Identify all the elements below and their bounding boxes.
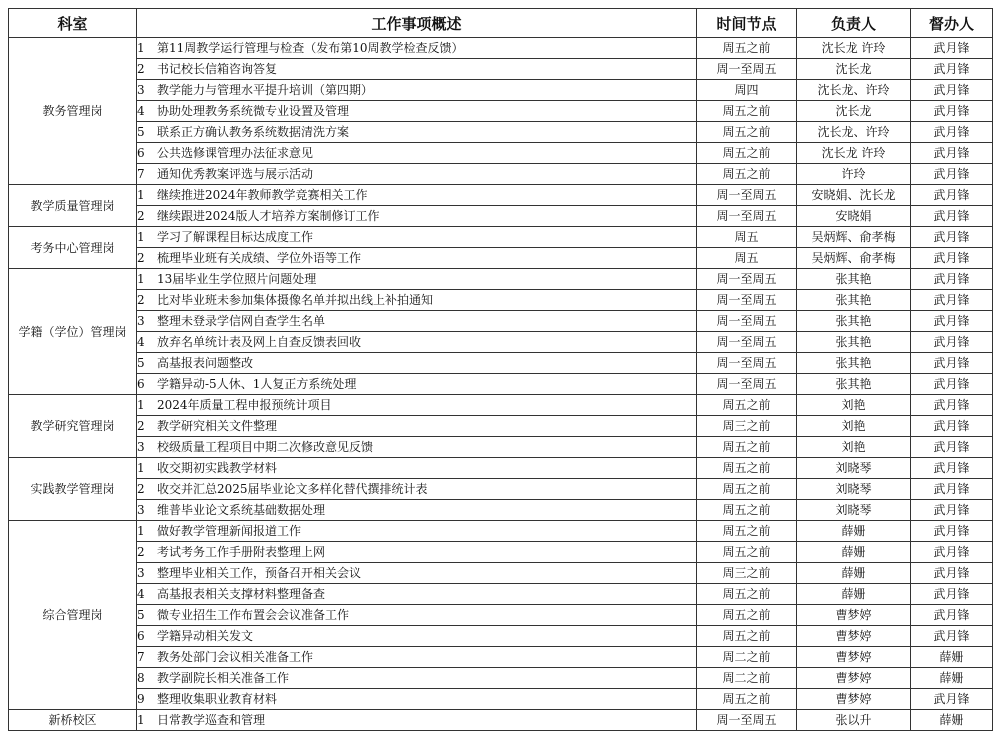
table-row xyxy=(9,584,993,605)
time-cell: 周五 xyxy=(697,248,797,269)
task-number: 3 xyxy=(137,440,145,454)
task-number: 9 xyxy=(137,692,145,706)
task-cell xyxy=(137,353,697,374)
task-number: 5 xyxy=(137,356,145,370)
supervisor-cell: 武月锋 xyxy=(911,290,993,311)
task-text: 协助处理教务系统微专业设置及管理 xyxy=(157,104,350,118)
task-number: 5 xyxy=(137,125,145,139)
owner-cell: 曹梦婷 xyxy=(797,668,911,689)
table-row xyxy=(9,689,993,710)
supervisor-cell: 武月锋 xyxy=(911,185,993,206)
task-number: 6 xyxy=(137,629,145,643)
task-text: 整理未登录学信网自查学生名单 xyxy=(157,314,326,328)
owner-cell: 薛姗 xyxy=(797,542,911,563)
task-text: 收交期初实践教学材料 xyxy=(157,461,278,475)
task-cell xyxy=(137,311,697,332)
owner-cell: 曹梦婷 xyxy=(797,689,911,710)
owner-cell: 沈长龙 xyxy=(797,101,911,122)
dept-cell: 实践教学管理岗 xyxy=(9,458,137,521)
supervisor-cell: 武月锋 xyxy=(911,605,993,626)
time-cell: 周一至周五 xyxy=(697,185,797,206)
table-row xyxy=(9,458,993,479)
table-row xyxy=(9,395,993,416)
task-cell xyxy=(137,143,697,164)
task-number: 2 xyxy=(137,62,145,76)
task-cell xyxy=(137,269,697,290)
table-row xyxy=(9,206,993,227)
task-number: 1 xyxy=(137,41,145,55)
task-cell xyxy=(137,290,697,311)
time-cell: 周一至周五 xyxy=(697,59,797,80)
time-cell: 周五之前 xyxy=(697,542,797,563)
task-number: 6 xyxy=(137,377,145,391)
task-number: 5 xyxy=(137,608,145,622)
owner-cell: 张其艳 xyxy=(797,290,911,311)
table-row xyxy=(9,269,993,290)
table-row xyxy=(9,542,993,563)
table-row xyxy=(9,563,993,584)
task-text: 学籍异动-5人休、1人复正方系统处理 xyxy=(157,377,357,391)
task-number: 2 xyxy=(137,251,145,265)
task-cell xyxy=(137,374,697,395)
table-row xyxy=(9,185,993,206)
dept-cell: 考务中心管理岗 xyxy=(9,227,137,269)
dept-cell: 新桥校区 xyxy=(9,710,137,731)
table-row xyxy=(9,479,993,500)
time-cell: 周五之前 xyxy=(697,605,797,626)
owner-cell: 张其艳 xyxy=(797,311,911,332)
task-text: 教学副院长相关准备工作 xyxy=(157,671,290,685)
task-number: 4 xyxy=(137,587,145,601)
header-time: 时间节点 xyxy=(697,9,797,38)
owner-cell: 张其艳 xyxy=(797,332,911,353)
time-cell: 周一至周五 xyxy=(697,374,797,395)
task-text: 书记校长信箱咨询答复 xyxy=(157,62,278,76)
table-row xyxy=(9,227,993,248)
owner-cell: 吴炳辉、俞孝梅 xyxy=(797,248,911,269)
table-row xyxy=(9,59,993,80)
task-text: 第11周教学运行管理与检查（发布第10周教学检查反馈） xyxy=(157,41,464,55)
table-row xyxy=(9,290,993,311)
table-row xyxy=(9,38,993,59)
task-text: 2024年质量工程申报预统计项目 xyxy=(157,398,332,412)
table-row xyxy=(9,101,993,122)
owner-cell: 刘艳 xyxy=(797,437,911,458)
time-cell: 周一至周五 xyxy=(697,332,797,353)
time-cell: 周五之前 xyxy=(697,626,797,647)
task-cell xyxy=(137,185,697,206)
task-number: 8 xyxy=(137,671,145,685)
task-number: 3 xyxy=(137,314,145,328)
task-cell xyxy=(137,416,697,437)
owner-cell: 刘晓琴 xyxy=(797,479,911,500)
time-cell: 周五之前 xyxy=(697,122,797,143)
owner-cell: 曹梦婷 xyxy=(797,605,911,626)
task-text: 高基报表相关支撑材料整理备查 xyxy=(157,587,326,601)
time-cell: 周五之前 xyxy=(697,38,797,59)
supervisor-cell: 武月锋 xyxy=(911,227,993,248)
supervisor-cell: 武月锋 xyxy=(911,395,993,416)
dept-cell: 教学质量管理岗 xyxy=(9,185,137,227)
dept-cell: 教学研究管理岗 xyxy=(9,395,137,458)
task-cell xyxy=(137,248,697,269)
task-cell xyxy=(137,332,697,353)
table-row xyxy=(9,353,993,374)
task-number: 1 xyxy=(137,272,145,286)
task-text: 日常教学巡查和管理 xyxy=(157,713,266,727)
time-cell: 周一至周五 xyxy=(697,290,797,311)
time-cell: 周五之前 xyxy=(697,689,797,710)
task-number: 1 xyxy=(137,398,145,412)
supervisor-cell: 武月锋 xyxy=(911,626,993,647)
task-number: 2 xyxy=(137,293,145,307)
supervisor-cell: 武月锋 xyxy=(911,122,993,143)
task-text: 整理收集职业教育材料 xyxy=(157,692,278,706)
task-text: 学习了解课程目标达成度工作 xyxy=(157,230,314,244)
time-cell: 周五之前 xyxy=(697,143,797,164)
task-text: 通知优秀教案评选与展示活动 xyxy=(157,167,314,181)
task-cell xyxy=(137,626,697,647)
owner-cell: 安晓娟、沈长龙 xyxy=(797,185,911,206)
task-number: 2 xyxy=(137,209,145,223)
owner-cell: 曹梦婷 xyxy=(797,647,911,668)
task-cell xyxy=(137,479,697,500)
owner-cell: 刘艳 xyxy=(797,395,911,416)
task-cell xyxy=(137,458,697,479)
task-text: 学籍异动相关发文 xyxy=(157,629,254,643)
table-row xyxy=(9,311,993,332)
time-cell: 周一至周五 xyxy=(697,710,797,731)
task-number: 3 xyxy=(137,503,145,517)
task-number: 7 xyxy=(137,167,145,181)
task-text: 微专业招生工作布置会会议准备工作 xyxy=(157,608,350,622)
owner-cell: 吴炳辉、俞孝梅 xyxy=(797,227,911,248)
owner-cell: 许玲 xyxy=(797,164,911,185)
task-text: 继续推进2024年教师教学竞赛相关工作 xyxy=(157,188,368,202)
task-cell xyxy=(137,521,697,542)
task-number: 7 xyxy=(137,650,145,664)
owner-cell: 沈长龙 许玲 xyxy=(797,38,911,59)
task-number: 1 xyxy=(137,188,145,202)
supervisor-cell: 武月锋 xyxy=(911,374,993,395)
task-number: 2 xyxy=(137,545,145,559)
task-number: 3 xyxy=(137,566,145,580)
table-row xyxy=(9,647,993,668)
time-cell: 周一至周五 xyxy=(697,269,797,290)
task-number: 4 xyxy=(137,104,145,118)
task-text: 13届毕业生学位照片问题处理 xyxy=(157,272,317,286)
supervisor-cell: 武月锋 xyxy=(911,521,993,542)
task-text: 公共选修课管理办法征求意见 xyxy=(157,146,314,160)
time-cell: 周五之前 xyxy=(697,458,797,479)
task-text: 放弃名单统计表及网上自查反馈表回收 xyxy=(157,335,362,349)
supervisor-cell: 武月锋 xyxy=(911,479,993,500)
time-cell: 周三之前 xyxy=(697,416,797,437)
time-cell: 周一至周五 xyxy=(697,353,797,374)
table-row xyxy=(9,164,993,185)
supervisor-cell: 武月锋 xyxy=(911,59,993,80)
time-cell: 周五之前 xyxy=(697,521,797,542)
task-text: 收交并汇总2025届毕业论文多样化替代撰排统计表 xyxy=(157,482,428,496)
dept-cell: 教务管理岗 xyxy=(9,38,137,185)
time-cell: 周五之前 xyxy=(697,164,797,185)
supervisor-cell: 武月锋 xyxy=(911,458,993,479)
task-cell xyxy=(137,668,697,689)
task-text: 做好教学管理新闻报道工作 xyxy=(157,524,302,538)
task-text: 梳理毕业班有关成绩、学位外语等工作 xyxy=(157,251,362,265)
header-supervisor: 督办人 xyxy=(911,9,993,38)
time-cell: 周五 xyxy=(697,227,797,248)
supervisor-cell: 武月锋 xyxy=(911,437,993,458)
table-row xyxy=(9,143,993,164)
time-cell: 周五之前 xyxy=(697,479,797,500)
supervisor-cell: 薛姗 xyxy=(911,647,993,668)
task-cell xyxy=(137,38,697,59)
supervisor-cell: 武月锋 xyxy=(911,542,993,563)
owner-cell: 沈长龙 许玲 xyxy=(797,143,911,164)
time-cell: 周五之前 xyxy=(697,500,797,521)
time-cell: 周三之前 xyxy=(697,563,797,584)
table-row xyxy=(9,416,993,437)
owner-cell: 沈长龙、许玲 xyxy=(797,122,911,143)
task-cell xyxy=(137,605,697,626)
task-cell xyxy=(137,437,697,458)
time-cell: 周一至周五 xyxy=(697,311,797,332)
supervisor-cell: 武月锋 xyxy=(911,563,993,584)
supervisor-cell: 武月锋 xyxy=(911,500,993,521)
header-owner: 负责人 xyxy=(797,9,911,38)
table-row xyxy=(9,710,993,731)
task-cell xyxy=(137,584,697,605)
supervisor-cell: 武月锋 xyxy=(911,101,993,122)
table-row xyxy=(9,332,993,353)
owner-cell: 安晓娟 xyxy=(797,206,911,227)
table-row xyxy=(9,668,993,689)
table-row xyxy=(9,437,993,458)
task-cell xyxy=(137,164,697,185)
time-cell: 周五之前 xyxy=(697,584,797,605)
dept-cell: 学籍（学位）管理岗 xyxy=(9,269,137,395)
weekly-task-table xyxy=(8,8,993,731)
time-cell: 周五之前 xyxy=(697,437,797,458)
task-cell xyxy=(137,647,697,668)
supervisor-cell: 薛姗 xyxy=(911,668,993,689)
task-text: 维普毕业论文系统基础数据处理 xyxy=(157,503,326,517)
header-dept: 科室 xyxy=(9,9,137,38)
task-cell xyxy=(137,542,697,563)
supervisor-cell: 武月锋 xyxy=(911,332,993,353)
table-row xyxy=(9,500,993,521)
owner-cell: 薛姗 xyxy=(797,521,911,542)
owner-cell: 刘晓琴 xyxy=(797,458,911,479)
time-cell: 周五之前 xyxy=(697,101,797,122)
task-number: 2 xyxy=(137,482,145,496)
table-row xyxy=(9,374,993,395)
supervisor-cell: 武月锋 xyxy=(911,584,993,605)
task-cell xyxy=(137,395,697,416)
supervisor-cell: 武月锋 xyxy=(911,269,993,290)
time-cell: 周四 xyxy=(697,80,797,101)
owner-cell: 曹梦婷 xyxy=(797,626,911,647)
task-text: 联系正方确认教务系统数据清洗方案 xyxy=(157,125,350,139)
task-text: 校级质量工程项目中期二次修改意见反馈 xyxy=(157,440,374,454)
task-text: 继续跟进2024版人才培养方案制修订工作 xyxy=(157,209,380,223)
task-cell xyxy=(137,122,697,143)
task-cell xyxy=(137,227,697,248)
owner-cell: 张其艳 xyxy=(797,269,911,290)
supervisor-cell: 武月锋 xyxy=(911,206,993,227)
table-row xyxy=(9,80,993,101)
owner-cell: 薛姗 xyxy=(797,563,911,584)
owner-cell: 刘艳 xyxy=(797,416,911,437)
task-text: 考试考务工作手册附表整理上网 xyxy=(157,545,326,559)
supervisor-cell: 武月锋 xyxy=(911,353,993,374)
time-cell: 周二之前 xyxy=(697,647,797,668)
supervisor-cell: 武月锋 xyxy=(911,311,993,332)
owner-cell: 薛姗 xyxy=(797,584,911,605)
owner-cell: 张其艳 xyxy=(797,374,911,395)
task-cell xyxy=(137,500,697,521)
owner-cell: 沈长龙、许玲 xyxy=(797,80,911,101)
task-text: 教学能力与管理水平提升培训（第四期） xyxy=(157,83,374,97)
task-number: 1 xyxy=(137,230,145,244)
owner-cell: 刘晓琴 xyxy=(797,500,911,521)
owner-cell: 张其艳 xyxy=(797,353,911,374)
table-row xyxy=(9,248,993,269)
task-text: 比对毕业班未参加集体摄像名单并拟出线上补拍通知 xyxy=(157,293,434,307)
task-cell xyxy=(137,80,697,101)
supervisor-cell: 武月锋 xyxy=(911,38,993,59)
supervisor-cell: 武月锋 xyxy=(911,143,993,164)
supervisor-cell: 武月锋 xyxy=(911,164,993,185)
task-number: 1 xyxy=(137,524,145,538)
dept-cell: 综合管理岗 xyxy=(9,521,137,710)
supervisor-cell: 武月锋 xyxy=(911,80,993,101)
table-row xyxy=(9,122,993,143)
task-cell xyxy=(137,710,697,731)
owner-cell: 张以升 xyxy=(797,710,911,731)
task-text: 高基报表问题整改 xyxy=(157,356,254,370)
task-number: 1 xyxy=(137,461,145,475)
time-cell: 周五之前 xyxy=(697,395,797,416)
task-number: 6 xyxy=(137,146,145,160)
supervisor-cell: 武月锋 xyxy=(911,689,993,710)
supervisor-cell: 武月锋 xyxy=(911,416,993,437)
supervisor-cell: 武月锋 xyxy=(911,248,993,269)
table-row xyxy=(9,605,993,626)
task-text: 整理毕业相关工作，预备召开相关会议 xyxy=(157,566,362,580)
header-task: 工作事项概述 xyxy=(137,9,697,38)
task-text: 教学研究相关文件整理 xyxy=(157,419,278,433)
task-number: 1 xyxy=(137,713,145,727)
task-cell xyxy=(137,563,697,584)
task-cell xyxy=(137,59,697,80)
task-cell xyxy=(137,206,697,227)
task-number: 2 xyxy=(137,419,145,433)
header-row xyxy=(9,9,993,38)
table-row xyxy=(9,521,993,542)
table-row xyxy=(9,626,993,647)
time-cell: 周一至周五 xyxy=(697,206,797,227)
owner-cell: 沈长龙 xyxy=(797,59,911,80)
task-text: 教务处部门会议相关准备工作 xyxy=(157,650,314,664)
task-number: 3 xyxy=(137,83,145,97)
supervisor-cell: 薛姗 xyxy=(911,710,993,731)
task-number: 4 xyxy=(137,335,145,349)
task-cell xyxy=(137,101,697,122)
time-cell: 周二之前 xyxy=(697,668,797,689)
task-cell xyxy=(137,689,697,710)
table-body xyxy=(9,38,993,731)
